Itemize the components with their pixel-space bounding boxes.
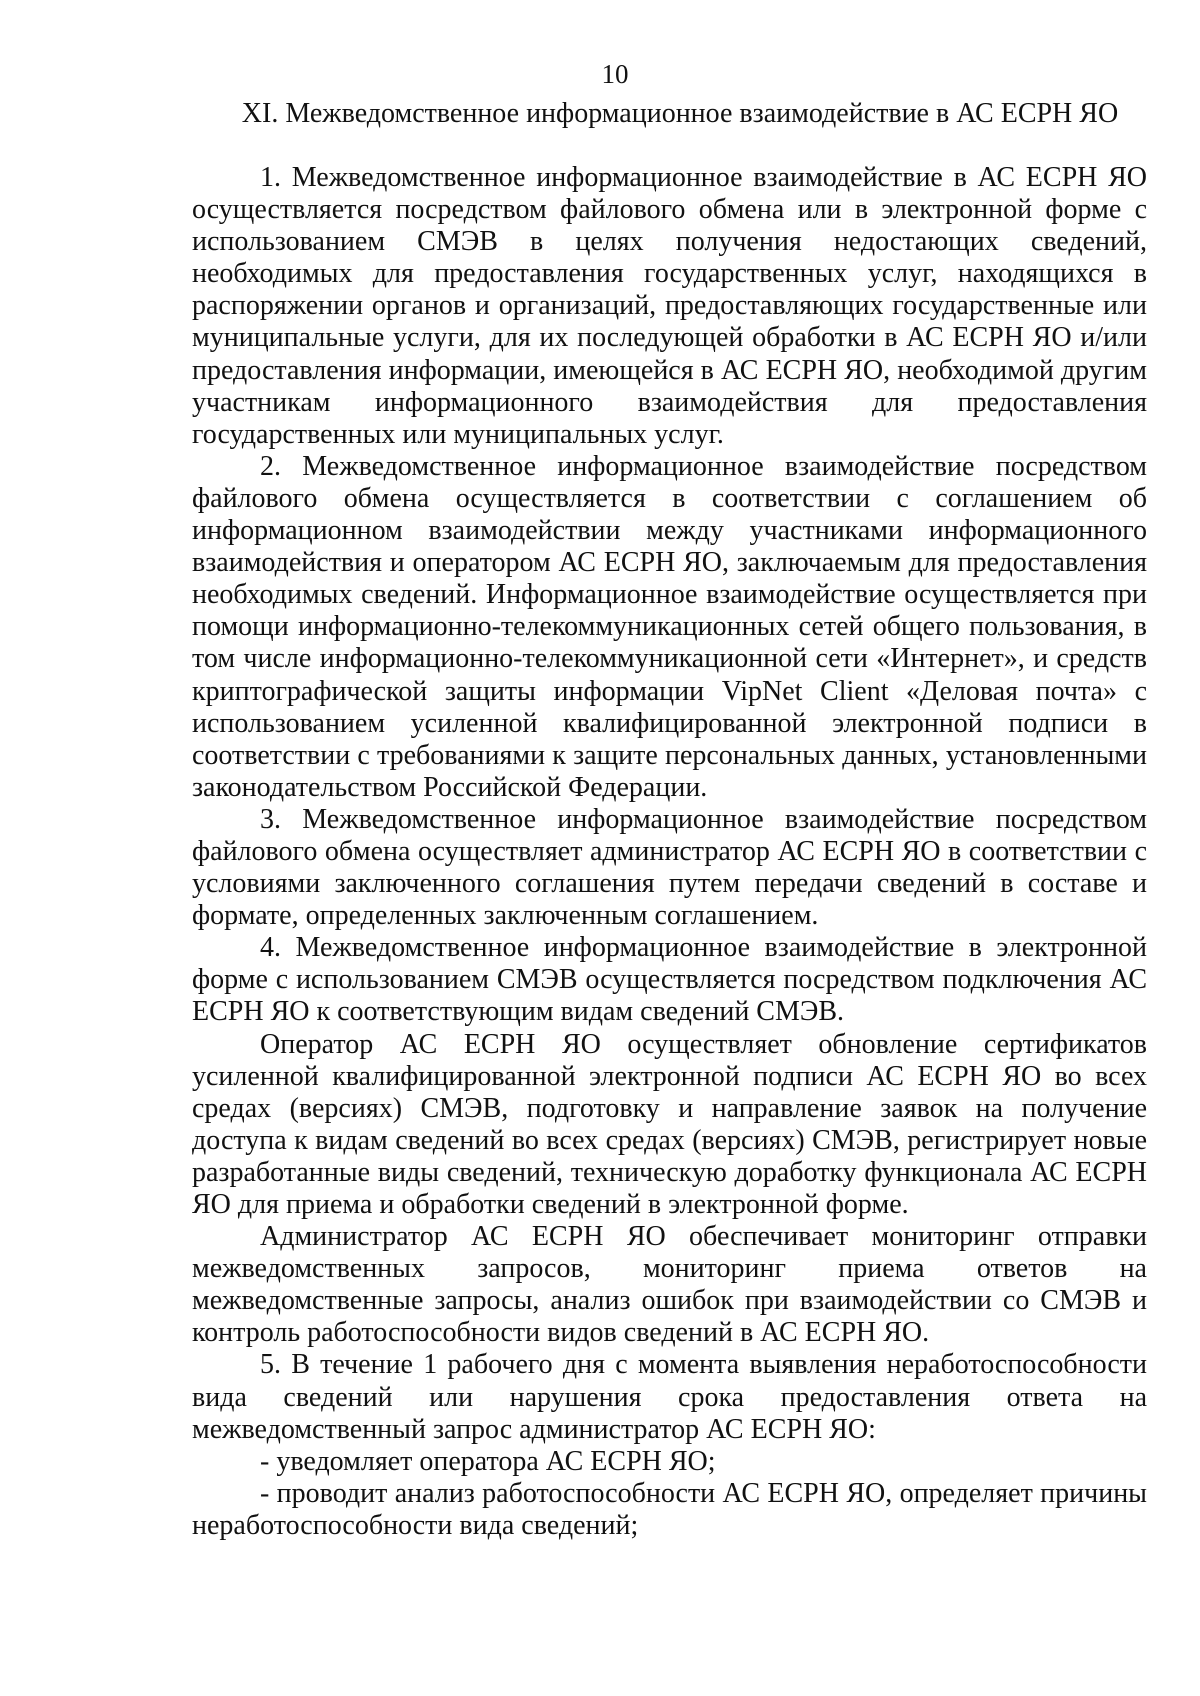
section-heading: XI. Межведомственное информационное взаимодействие в АС ЕСРН ЯО: [241, 98, 1119, 129]
page-number: 10: [601, 59, 629, 89]
paragraph-4: 4. Межведомственное информационное взаимодействие в электронной форме с использованием СМЭВ осуществляется посредством подключения АС ЕСРН ЯО к соответствующим видам сведений СМЭВ.: [192, 932, 1147, 1028]
paragraph-1: 1. Межведомственное информационное взаимодействие в АС ЕСРН ЯО осуществляется посредством файлового обмена или в электронной форме с использованием СМЭВ в целях получения недостающих сведений, необходимых для предоставления государственных услуг, находящихся в распоряжении органов и организаций, предоставляющих государственные или муниципальные услуги, для их последующей обработки в АС ЕСРН ЯО и/или предоставления информации, имеющейся в АС ЕСРН ЯО, необходимой другим участникам информационного взаимодействия для предоставления государственных или муниципальных услуг.: [192, 162, 1147, 450]
paragraph-3: 3. Межведомственное информационное взаимодействие посредством файлового обмена осуществляет администратор АС ЕСРН ЯО в соответствии с условиями заключенного соглашения путем передачи сведений в составе и формате, определенных заключенным соглашением.: [192, 803, 1147, 932]
list-item-notify: - уведомляет оператора АС ЕСРН ЯО;: [260, 1445, 716, 1477]
paragraph-2: 2. Межведомственное информационное взаимодействие посредством файлового обмена осуществляется в соответствии с соглашением об информационном взаимодействии между участниками информационного взаимодействия и оператором АС ЕСРН ЯО, заключаемым для предоставления необходимых сведений. Информационное взаимодействие осуществляется при помощи информационно-телекоммуникационных сетей общего пользования, в том числе информационно-телекоммуникационной сети «Интернет», и средств криптографической защиты информации VipNet Client «Деловая почта» с использованием усиленной квалифицированной электронной подписи в соответствии с требованиями к защите персональных данных, установленными законодательством Российской Федерации.: [192, 450, 1147, 803]
paragraph-operator: Оператор АС ЕСРН ЯО осуществляет обновление сертификатов усиленной квалифицированной электронной подписи АС ЕСРН ЯО во всех средах (версиях) СМЭВ, подготовку и направление заявок на получение доступа к видам сведений во всех средах (версиях) СМЭВ, регистрирует новые разработанные виды сведений, техническую доработку функционала АС ЕСРН ЯО для приема и обработки сведений в электронной форме.: [192, 1028, 1147, 1220]
list-item-analysis: - проводит анализ работоспособности АС ЕСРН ЯО, определяет причины неработоспособности вида сведений;: [192, 1477, 1147, 1541]
document-body: [192, 162, 1147, 1542]
paragraph-administrator: Администратор АС ЕСРН ЯО обеспечивает мониторинг отправки межведомственных запросов, мониторинг приема ответов на межведомственные запросы, анализ ошибок при взаимодействии со СМЭВ и контроль работоспособности видов сведений в АС ЕСРН ЯО.: [192, 1221, 1147, 1349]
paragraph-5: 5. В течение 1 рабочего дня с момента выявления неработоспособности вида сведений или нарушения срока предоставления ответа на межведомственный запрос администратор АС ЕСРН ЯО:: [192, 1349, 1147, 1445]
